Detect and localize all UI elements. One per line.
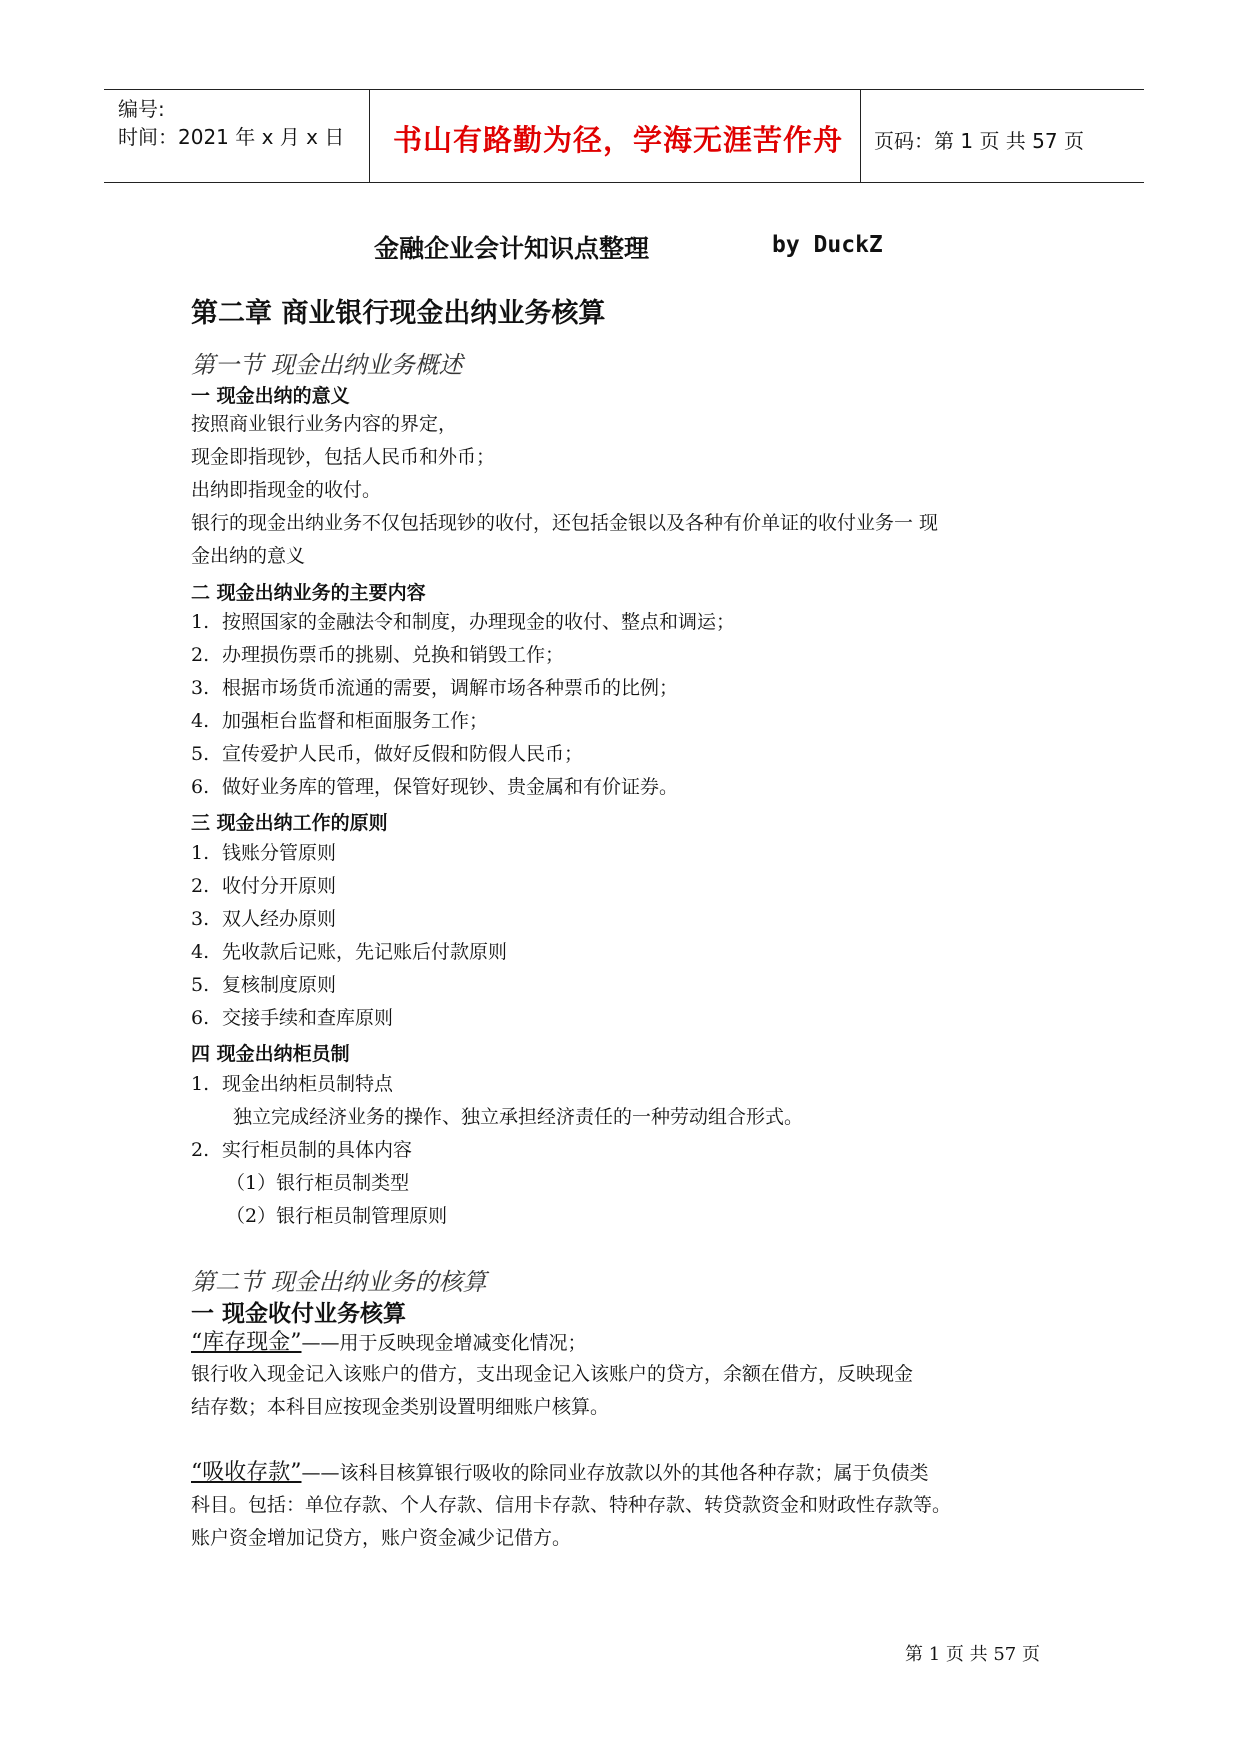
- list-item: [191, 871, 336, 898]
- section-2-subheading-1: 一 现金收付业务核算: [191, 1301, 407, 1327]
- paragraph-line: 银行收入现金记入该账户的借方，支出现金记入该账户的贷方，余额在借方，反映现金: [191, 1363, 914, 1385]
- list-item-text: 先收款后记账，先记账后付款原则: [222, 941, 508, 963]
- list-item-number: 2.: [191, 644, 210, 666]
- list-item: [191, 673, 678, 700]
- paragraph-line: [191, 1456, 929, 1490]
- header-bottom-border: [104, 182, 1144, 183]
- list-item: [191, 772, 678, 799]
- sub-list-item: （2）银行柜员制管理原则: [226, 1205, 448, 1227]
- header-divider-left: [369, 89, 370, 183]
- section-1-subheading-4: 四 现金出纳柜员制: [191, 1043, 350, 1065]
- paragraph-line: 按照商业银行业务内容的界定，: [191, 413, 458, 435]
- list-item-number: 6.: [191, 1007, 210, 1029]
- paragraph-line: 现金即指现钞，包括人民币和外币；: [191, 446, 496, 468]
- list-item-number: 4.: [191, 941, 210, 963]
- list-item-number: 1.: [191, 1073, 210, 1095]
- list-item-number: 3.: [191, 677, 210, 699]
- list-item-number: 4.: [191, 710, 210, 732]
- list-item-text: 办理损伤票币的挑剔、兑换和销毁工作；: [222, 644, 565, 666]
- account-term-description: ——用于反映现金增减变化情况；: [301, 1332, 587, 1354]
- paragraph-line: 金出纳的意义: [191, 545, 306, 567]
- section-1-subheading-2: 二 现金出纳业务的主要内容: [191, 582, 426, 604]
- list-item-text: 根据市场货币流通的需要，调解市场各种票币的比例；: [222, 677, 679, 699]
- list-item-number: 5.: [191, 974, 210, 996]
- list-item-text: 现金出纳柜员制特点: [222, 1073, 394, 1095]
- paragraph-line: 科目。包括：单位存款、个人存款、信用卡存款、特种存款、转贷款资金和财政性存款等。: [191, 1494, 952, 1516]
- list-item-description: 独立完成经济业务的操作、独立承担经济责任的一种劳动组合形式。: [233, 1106, 804, 1128]
- list-item: [191, 904, 336, 931]
- paragraph-line: [191, 1326, 587, 1360]
- account-term-description: ——该科目核算银行吸收的除同业存放款以外的其他各种存款；属于负债类: [301, 1462, 929, 1484]
- list-item: [191, 706, 488, 733]
- list-item-text: 复核制度原则: [222, 974, 337, 996]
- header-page-label: 页码：第 1 页 共 57 页: [874, 129, 1084, 153]
- list-item: [191, 838, 336, 865]
- header-time-label: 时间：2021 年 x 月 x 日: [118, 125, 345, 149]
- list-item-number: 5.: [191, 743, 210, 765]
- list-item-number: 6.: [191, 776, 210, 798]
- document-author: by DuckZ: [772, 232, 883, 258]
- paragraph-line: 结存数；本科目应按现金类别设置明细账户核算。: [191, 1396, 610, 1418]
- list-item-number: 2.: [191, 1139, 210, 1161]
- list-item-number: 3.: [191, 908, 210, 930]
- paragraph-line: 出纳即指现金的收付。: [191, 479, 382, 501]
- list-item-text: 做好业务库的管理，保管好现钞、贵金属和有价证券。: [222, 776, 679, 798]
- header-top-border: [104, 89, 1144, 90]
- list-item-text: 宣传爱护人民币，做好反假和防假人民币；: [222, 743, 584, 765]
- header-serial-label: 编号:: [118, 97, 165, 121]
- list-item: [191, 970, 336, 997]
- header-divider-right: [860, 89, 861, 183]
- list-item: [191, 640, 564, 667]
- list-item-text: 交接手续和查库原则: [222, 1007, 394, 1029]
- paragraph-line: 账户资金增加记贷方，账户资金减少记借方。: [191, 1527, 572, 1549]
- list-item: [191, 739, 583, 766]
- page-footer: 第 1 页 共 57 页: [905, 1644, 1040, 1665]
- list-item-number: 1.: [191, 611, 210, 633]
- list-item: [191, 937, 507, 964]
- section-1-heading: 第一节 现金出纳业务概述: [191, 351, 463, 379]
- account-term: “库存现金”: [191, 1330, 302, 1355]
- list-item-text: 收付分开原则: [222, 875, 337, 897]
- list-item: [191, 1135, 412, 1162]
- section-1-subheading-3: 三 现金出纳工作的原则: [191, 812, 388, 834]
- list-item: [191, 607, 735, 634]
- header-motto: 书山有路勤为径，学海无涯苦作舟: [393, 123, 844, 157]
- section-2-heading: 第二节 现金出纳业务的核算: [191, 1268, 487, 1296]
- document-title: 金融企业会计知识点整理: [374, 234, 650, 263]
- chapter-heading: 第二章 商业银行现金出纳业务核算: [191, 298, 606, 329]
- list-item-number: 1.: [191, 842, 210, 864]
- list-item-text: 实行柜员制的具体内容: [222, 1139, 413, 1161]
- section-1-subheading-1: 一 现金出纳的意义: [191, 385, 350, 407]
- list-item-text: 双人经办原则: [222, 908, 337, 930]
- list-item: [191, 1069, 393, 1096]
- list-item-text: 加强柜台监督和柜面服务工作；: [222, 710, 489, 732]
- account-term: “吸收存款”: [191, 1460, 302, 1485]
- list-item-text: 按照国家的金融法令和制度，办理现金的收付、整点和调运；: [222, 611, 736, 633]
- list-item-text: 钱账分管原则: [222, 842, 337, 864]
- list-item-number: 2.: [191, 875, 210, 897]
- paragraph-line: 银行的现金出纳业务不仅包括现钞的收付，还包括金银以及各种有价单证的收付业务一 现: [191, 512, 939, 534]
- sub-list-item: （1）银行柜员制类型: [226, 1172, 410, 1194]
- list-item: [191, 1003, 393, 1030]
